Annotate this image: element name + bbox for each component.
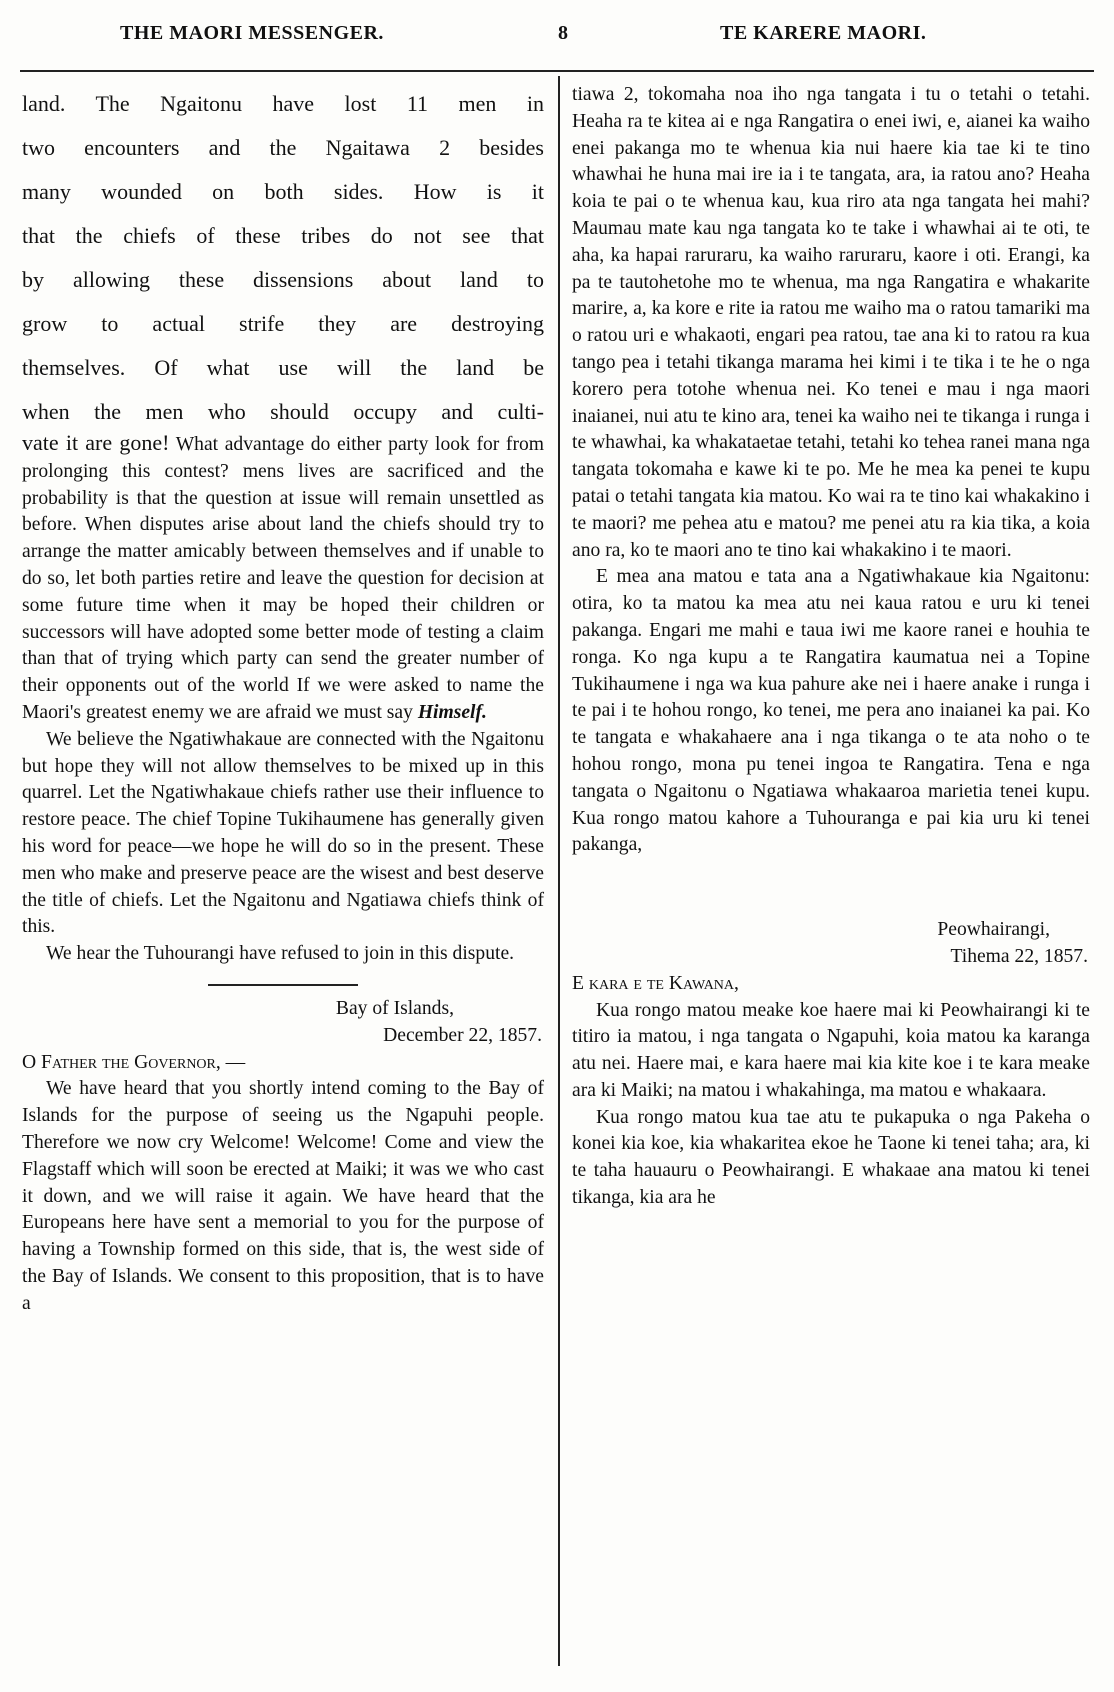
lead-line: two encounters and the Ngaitawa 2 besides xyxy=(22,135,544,160)
page-header xyxy=(20,22,1094,52)
english-paragraph-2: We believe the Ngatiwhakaue are connected with the Ngaitonu but hope they will not allow themselves to be mixed up in this quarrel. Let the Ngatiwhakaue chiefs rather use their influence to restore peace. The chief Topine Tukihaumene has generally given his word for peace—we hope he will do so in the present. These men who make and preserve peace are the wisest and best deserve the title of chiefs. Let the Ngaitonu and Ngatiawa chiefs think of this. xyxy=(22,728,544,938)
section-rule xyxy=(208,984,358,986)
lead-line: themselves. Of what use will the land be xyxy=(22,355,544,380)
header-title-english: THE MAORI MESSENGER. xyxy=(120,22,384,44)
column-divider xyxy=(558,76,560,1666)
letter-date: December 22, 1857. xyxy=(383,1024,542,1046)
paragraph-text: What advantage do either party look for from prolonging this contest? mens lives are sacrificed and the probability is that the question at issue will remain unsettled as before. When disputes arise about land the chiefs should try to arrange the matter amicably between themselves and if unable to do so, let both parties retire and leave the question for decision at some future time when it may be hoped their children or successors will have adopted some better mode of testing a claim than that of trying which party can send the greater number of their opponents out of the world If we were asked to name the Maori's greatest enemy we are afraid we must say xyxy=(22,434,545,723)
letter-date: Tihema 22, 1857. xyxy=(950,945,1088,967)
letter-place: Bay of Islands, xyxy=(335,997,454,1019)
letter-place: Peowhairangi, xyxy=(937,919,1050,941)
spacer xyxy=(572,859,1090,917)
header-title-maori: TE KARERE MAORI. xyxy=(720,22,927,44)
english-column xyxy=(22,82,544,1318)
maori-paragraph-1: tiawa 2, tokomaha noa iho nga tangata i tu o tetahi o tetahi. Heaha ra te kitea ai e nga Rangatira o enei iwi, e, aianei ka waiho enei pakanga mo te whenua kia nui haere kia tae ki te tino whawhai he huna mai ire ia i te tangata, ara, ia ratou ano? Heaha koia te pai o te whenua kau, kua riro ata nga tangata hei mahi? Maumau mate kau nga tangata ko te take i whawhai ai te oti, te aha, ka hapai raruraru, ka waiho raruraru, kaore i oti. Erangi, ka pa te tautohetohe mo te whenua, ma nga Rangatira e whakarite marire, a, ka kore e rite ia ratou me waiho ma o ratou tamariki ma o ratou uri e whakaoti, engari pea ratou, tae ana ki to ratou ra kua tango pea i tetahi tikanga marama hei kimi i te tika i te he o nga korero pera totohe whenua nei. Ko tenei e mau i nga maori inaianei, nui atu te kino ara, tenei ka waiho nei te tikanga i runga i te whawhai, ka whakataetae tetahi, tetahi ko tehea ranei mana nga tangata tokomaha e kawe ki te po. Me he mea ka penei te kupu patai o tetahi tangata kia matou. Ko wai ra te tino kai whakakino i te maori? me pehea atu e matou? me penei atu ra kia tika, a koia ano ra, ko te maori ano te tino kai whakakino i te maori. xyxy=(572,84,1090,561)
page-number: 8 xyxy=(558,22,569,44)
english-paragraph-1 xyxy=(22,428,544,727)
lead-line: grow to actual strife they are destroying xyxy=(22,311,544,336)
english-paragraph-3: We hear the Tuhourangi have refused to join in this dispute. xyxy=(46,943,515,965)
lead-line: vate it are gone! xyxy=(22,430,170,455)
letter-salutation: O Father the Governor, — xyxy=(22,1051,246,1073)
lead-line: land. The Ngaitonu have lost 11 men in xyxy=(22,91,544,116)
emphasis-text: Himself. xyxy=(417,701,487,723)
lead-line: many wounded on both sides. How is it xyxy=(22,179,544,204)
lead-line: that the chiefs of these tribes do not see that xyxy=(22,223,544,248)
lead-line: by allowing these dissensions about land to xyxy=(22,267,544,292)
lead-line: when the men who should occupy and culti- xyxy=(22,399,544,424)
maori-column xyxy=(572,82,1090,1212)
letter-body: Kua rongo matou kua tae atu te pukapuka o nga Pakeha o konei kia koe, kia whakaritea ekoe he Taone ki tenei taha; ara, ki te taha hauauru o Peowhairangi. E whakaae ana matou ki tenei tikanga, kia ara he xyxy=(572,1106,1090,1209)
letter-body: Kua rongo matou meake koe haere mai ki Peowhairangi ki te titiro ia matou, i nga tangata o Ngapuhi, koia matou ka karanga atu nei. Haere mai, e kara haere mai kia kite koe i te kara meake ara ki Maiki; na matou i whakahinga, ma matou e whakaara. xyxy=(572,999,1090,1101)
letter-salutation: E kara e te Kawana, xyxy=(572,972,739,994)
header-rule xyxy=(20,70,1094,72)
english-lead-text xyxy=(22,82,544,434)
letter-body: We have heard that you shortly intend coming to the Bay of Islands for the purpose of seeing us the Ngapuhi people. Therefore we now cry Welcome! Welcome! Come and view the Flagstaff which will soon be erected at Maiki; it was we who cast it down, and we will raise it again. We have heard that the Europeans here have sent a memorial to you for the purpose of having a Township formed on this side, that is, the west side of the Bay of Islands. We consent to this proposition, that is to have a xyxy=(22,1078,544,1314)
maori-paragraph-2: E mea ana matou e tata ana a Ngatiwhakaue kia Ngaitonu: otira, ko ta matou ka mea atu nei kaua ratou e uru ki tenei pakanga. Engari me mahi e taua iwi me kaore ranei e houhia te ronga. Ko nga kupu a te Rangatira kaumatua nei a Topine Tukihaumene i nga wa kua pahure ake nei i haere anake i runga i te pai i te hohou rongo, ko tenei, me pera ano inaianei ka pai. Ko te tangata e whakahaere ana i nga tikanga o te ata noho o te hohou rongo, mona pu tenei ingoa te Rangatira. Tena e nga tangata o Ngaitonu o Ngatiawa whakaaroa marietia tenei kupu. Kua rongo matou kahore a Tuhouranga e pai kia uru ki tenei pakanga, xyxy=(572,566,1090,856)
